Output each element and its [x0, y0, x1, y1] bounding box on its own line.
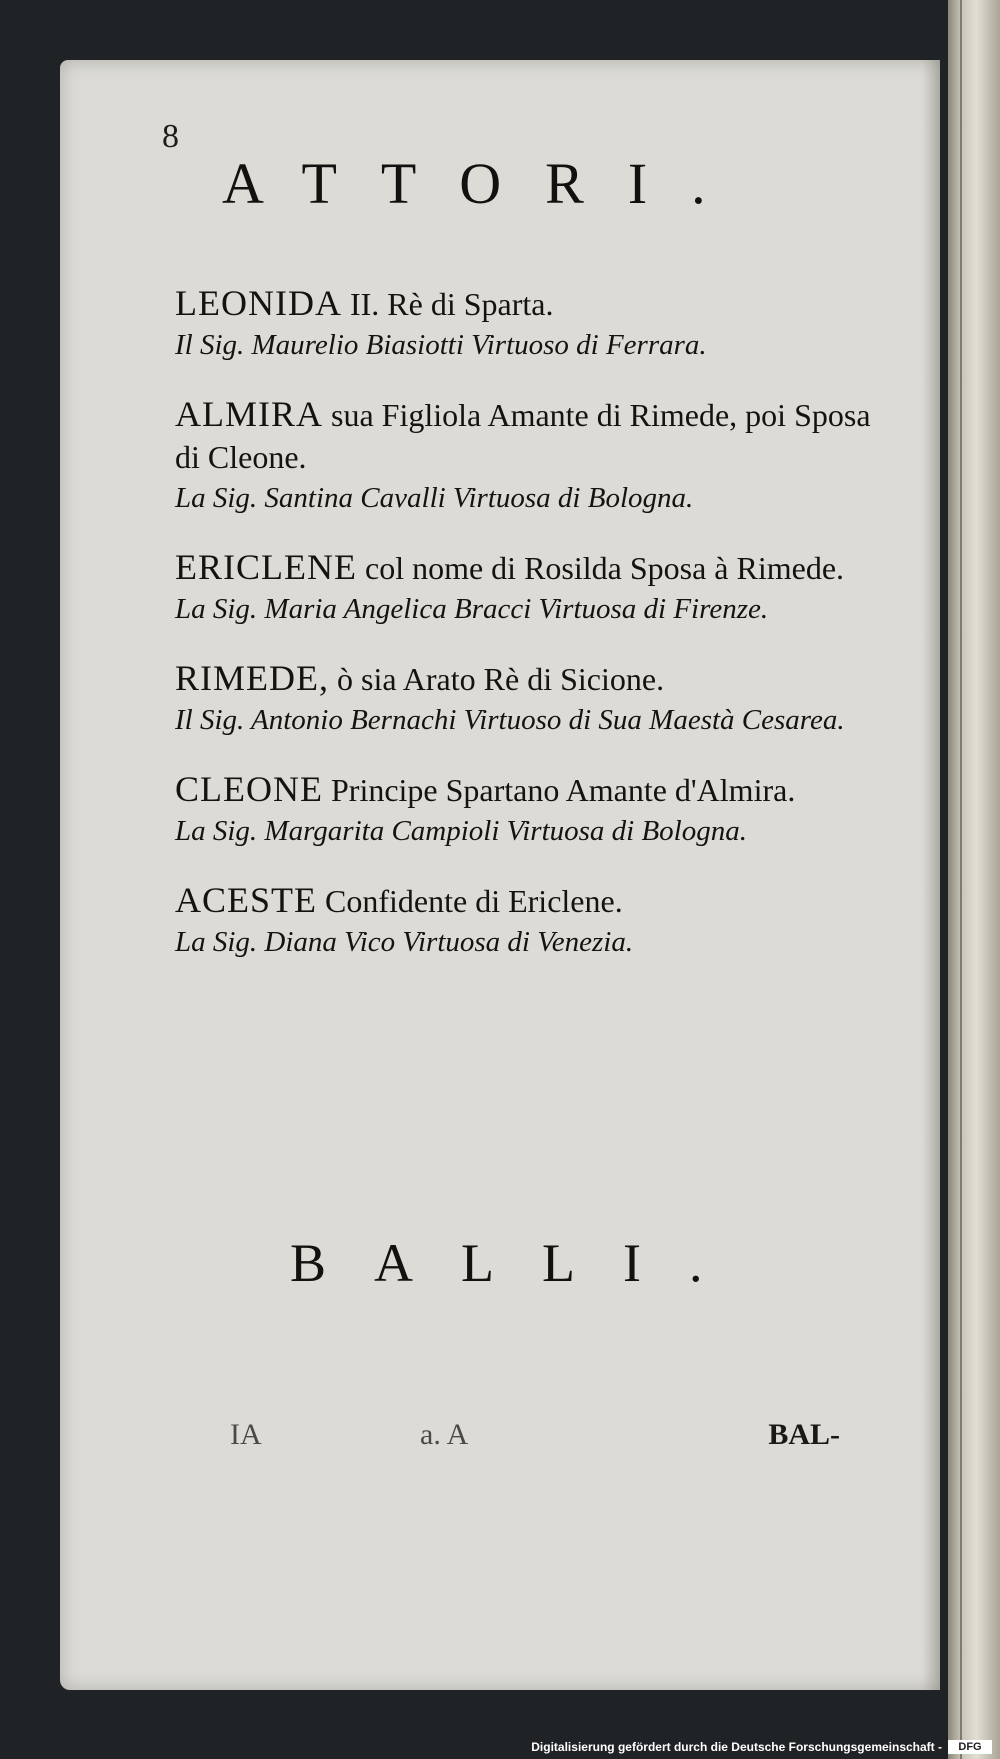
role-description: ò sia Arato Rè di Sicione.: [337, 661, 665, 697]
cast-entry: [175, 393, 895, 518]
role-name: LEONIDA: [175, 283, 342, 323]
role-line: [175, 546, 895, 589]
cast-entry: [175, 768, 895, 851]
role-description: sua Figliola Amante di Rimede, poi Sposa di Cleone.: [175, 397, 871, 475]
footer-credit: Digitalisierung gefördert durch die Deutsche Forschungsgemeinschaft -: [531, 1740, 942, 1754]
role-name: ERICLENE: [175, 547, 357, 587]
performer-line: Il Sig. Antonio Bernachi Virtuoso di Sua Maestà Cesarea.: [175, 704, 845, 736]
performer-line: La Sig. Santina Cavalli Virtuosa di Bologna.: [175, 482, 694, 514]
role-description: col nome di Rosilda Sposa à Rimede.: [364, 550, 845, 586]
performer-line: La Sig. Margarita Campioli Virtuosa di Bologna.: [175, 815, 747, 847]
cast-entry: [175, 879, 895, 962]
cast-entry: [175, 282, 895, 365]
performer-line: La Sig. Diana Vico Virtuosa di Venezia.: [175, 926, 634, 958]
binding-edge: [960, 0, 962, 1759]
role-description: Principe Spartano Amante d'Almira.: [330, 772, 796, 808]
dfg-logo: DFG: [948, 1740, 992, 1754]
page-shadow-edge: [922, 60, 940, 1690]
cast-list: [175, 282, 895, 990]
role-name: ACESTE: [175, 880, 318, 920]
role-line: [175, 879, 895, 922]
cast-entry: [175, 546, 895, 629]
book-binding: [948, 0, 1000, 1759]
catchwords-line: [230, 1418, 840, 1468]
catchword-left: IA: [230, 1418, 262, 1451]
section-heading: BALLI.: [290, 1233, 751, 1293]
role-description: II. Rè di Sparta.: [349, 286, 554, 322]
role-line: [175, 657, 895, 700]
catchword-right: BAL-: [768, 1418, 840, 1451]
performer-line: Il Sig. Maurelio Biasiotti Virtuoso di Ferrara.: [175, 329, 707, 361]
cast-entry: [175, 657, 895, 740]
role-description: Confidente di Ericlene.: [325, 883, 623, 919]
role-line: [175, 768, 895, 811]
role-name: ALMIRA: [175, 394, 323, 434]
performer-line: La Sig. Maria Angelica Bracci Virtuosa di Firenze.: [175, 593, 769, 625]
page-heading: ATTORI.: [222, 151, 750, 216]
role-line: [175, 282, 895, 325]
page-number: 8: [162, 118, 179, 155]
role-name: RIMEDE,: [175, 658, 329, 698]
catchword-middle: a. A: [420, 1418, 469, 1451]
role-line: [175, 393, 895, 478]
role-name: CLEONE: [175, 769, 323, 809]
